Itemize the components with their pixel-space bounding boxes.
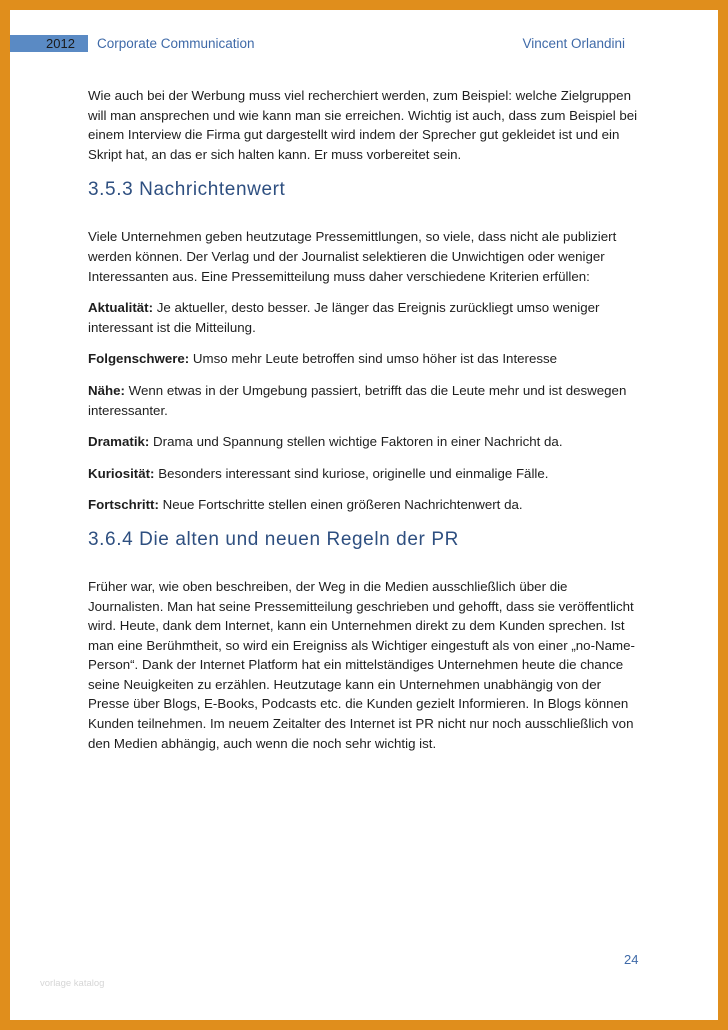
criterion-text: Drama und Spannung stellen wichtige Faktoren in einer Nachricht da. — [149, 434, 563, 450]
criterion-item — [88, 381, 640, 420]
page-number: 24 — [624, 952, 639, 967]
criterion-item — [88, 298, 640, 337]
criterion-item — [88, 349, 640, 369]
page-header — [10, 32, 718, 54]
section-paragraph: Früher war, wie oben beschreiben, der Weg in die Medien ausschließlich über die Journalisten. Man hat seine Pressemitteilung geschrieben und gehofft, dass sie veröffentlicht wird. Heute, dank dem Internet, kann ein Unternehmen direkt zu dem Kunden sprechen. Ist man eine Berühmtheit, so wird ein Ereigniss als Wichtiger eingestuft als von einer „no-Name-Person“. Dank der Internet Platform hat ein mittelständiges Unternehmen heute die chance seine Neuigkeiten zu erzählen. Heutzutage kann ein Unternehmen unabhängig von der Presse über Blogs, E-Books, Podcasts etc. die Kunden gezielt Informieren. In Blogs können Kunden teilnehmen. Im neuem Zeitalter des Internet ist PR nicht nur noch ausschließlich von den Medien abhängig, auch wenn die noch sehr wichtig ist. — [88, 578, 635, 751]
criterion-text: Umso mehr Leute betroffen sind umso höher ist das Interesse — [189, 351, 558, 367]
watermark-text: vorlage katalog — [40, 978, 105, 989]
intro-paragraph: Wie auch bei der Werbung muss viel recherchiert werden, zum Beispiel: welche Zielgruppen will man ansprechen und wie kann man sie erreichen. Wichtig ist auch, dass zum Beispiel bei einem Interview die Firma gut dargestellt wird indem der Sprecher gut gekleidet ist und ein Skript hat, an das er sich halten kann. Er muss vorbereitet sein. — [88, 88, 638, 162]
section-paragraph: Viele Unternehmen geben heutzutage Pressemittlungen, so viele, dass nicht ale publiziert werden können. Der Verlag und der Journalist selektieren die Unwichtigen oder weniger Interessanten aus. Eine Pressemitteilung muss daher verschiedene Kriterien erfüllen: — [88, 229, 617, 284]
header-title: Corporate Communication — [97, 36, 255, 51]
criterion-term: Kuriosität: — [88, 465, 155, 481]
criterion-text: Neue Fortschritte stellen einen größeren Nachrichtenwert da. — [158, 497, 523, 513]
year-badge — [10, 35, 88, 52]
header-year: 2012 — [46, 36, 75, 51]
criterion-term: Folgenschwere: — [88, 351, 190, 367]
criterion-text: Wenn etwas in der Umgebung passiert, betrifft das die Leute mehr und ist deswegen interessanter. — [88, 382, 627, 418]
criterion-text: Je aktueller, desto besser. Je länger das Ereignis zurückliegt umso weniger interessant ist die Mitteilung. — [88, 300, 600, 335]
criterion-item — [88, 432, 640, 452]
section-heading-regeln-der-pr: 3.6.4 Die alten und neuen Regeln der PR — [88, 528, 459, 550]
header-author: Vincent Orlandini — [522, 36, 625, 51]
criterion-term: Dramatik: — [88, 434, 150, 450]
criterion-term: Fortschritt: — [88, 497, 159, 513]
criterion-item — [88, 495, 640, 515]
criterion-item — [88, 464, 640, 484]
criterion-term: Aktualität: — [88, 300, 154, 316]
criterion-text: Besonders interessant sind kuriose, originelle und einmalige Fälle. — [154, 465, 549, 481]
criterion-term: Nähe: — [88, 382, 125, 398]
page-content — [88, 86, 640, 753]
section-heading-nachrichtenwert: 3.5.3 Nachrichtenwert — [88, 179, 286, 201]
document-page — [10, 10, 718, 1020]
